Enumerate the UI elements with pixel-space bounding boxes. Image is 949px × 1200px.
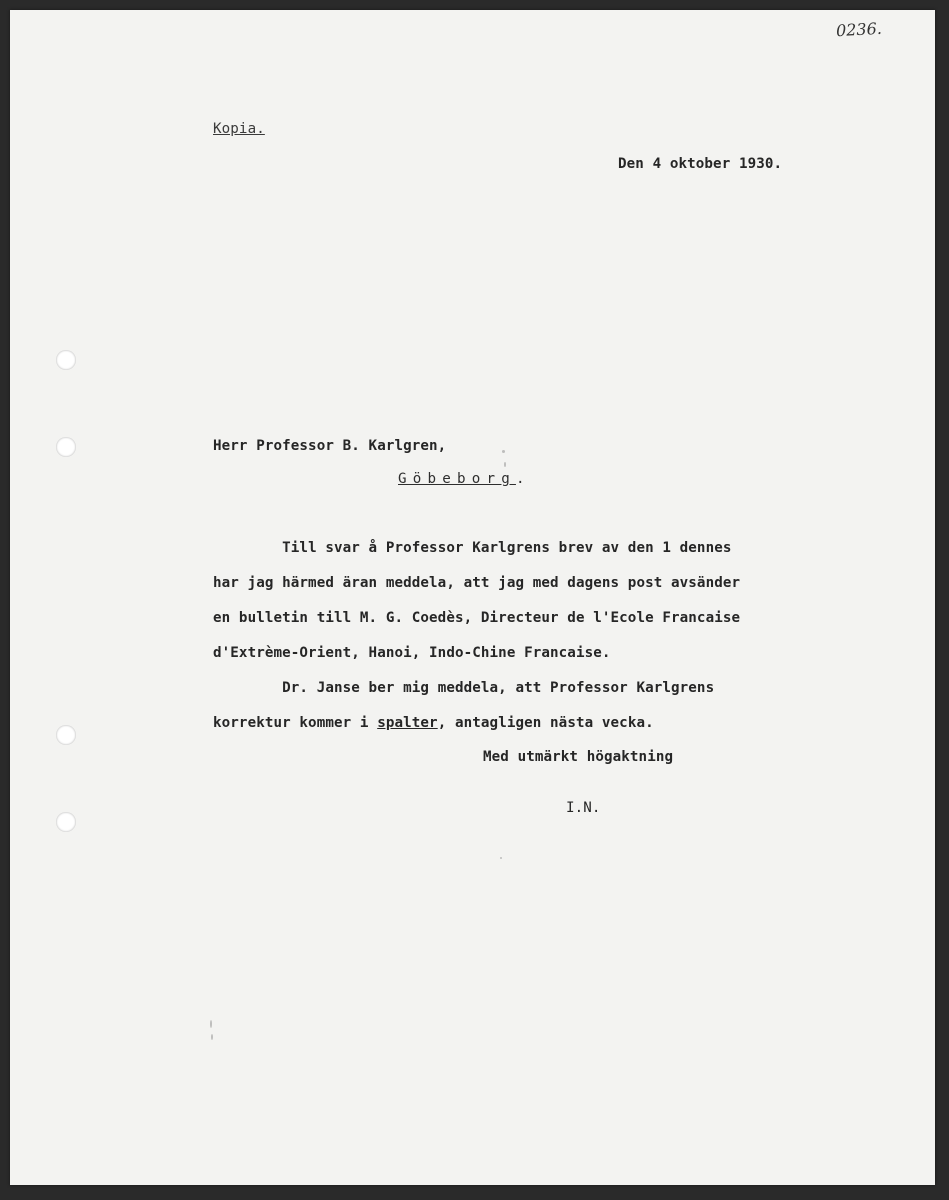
body-line [213, 680, 714, 696]
punch-hole [56, 437, 76, 457]
city-line [398, 471, 531, 487]
punch-hole [56, 350, 76, 370]
body-text: korrektur kommer i [213, 715, 378, 731]
city-punctuation: . [515, 471, 531, 487]
signature-initials: I.N. [566, 800, 601, 816]
body-line: har jag härmed äran meddela, att jag med dagens post avsänder [213, 575, 741, 591]
body-line: d'Extrème-Orient, Hanoi, Indo-Chine Francaise. [213, 645, 611, 661]
paper-speck [500, 857, 502, 859]
city-name: Göbeborg [398, 471, 516, 487]
letter-page [10, 10, 935, 1185]
paper-speck [210, 1020, 212, 1028]
body-line [213, 540, 732, 556]
body-text: Dr. Janse ber mig meddela, att Professor Karlgrens [282, 680, 715, 696]
copy-label: Kopia. [213, 121, 265, 137]
punch-hole [56, 725, 76, 745]
underlined-word: spalter [377, 715, 438, 731]
paper-speck [504, 462, 506, 467]
recipient-line: Herr Professor B. Karlgren, [213, 438, 447, 454]
closing-line: Med utmärkt högaktning [483, 749, 674, 765]
body-text: , antagligen nästa vecka. [437, 715, 654, 731]
body-line [213, 715, 654, 731]
date-line: Den 4 oktober 1930. [618, 156, 783, 172]
body-line: en bulletin till M. G. Coedès, Directeur de l'Ecole Francaise [213, 610, 741, 626]
paper-speck [502, 450, 505, 453]
folio-number: 0236. [835, 18, 883, 41]
paper-speck [211, 1034, 213, 1040]
body-text: Till svar å Professor Karlgrens brev av den 1 dennes [282, 540, 732, 556]
punch-hole [56, 812, 76, 832]
